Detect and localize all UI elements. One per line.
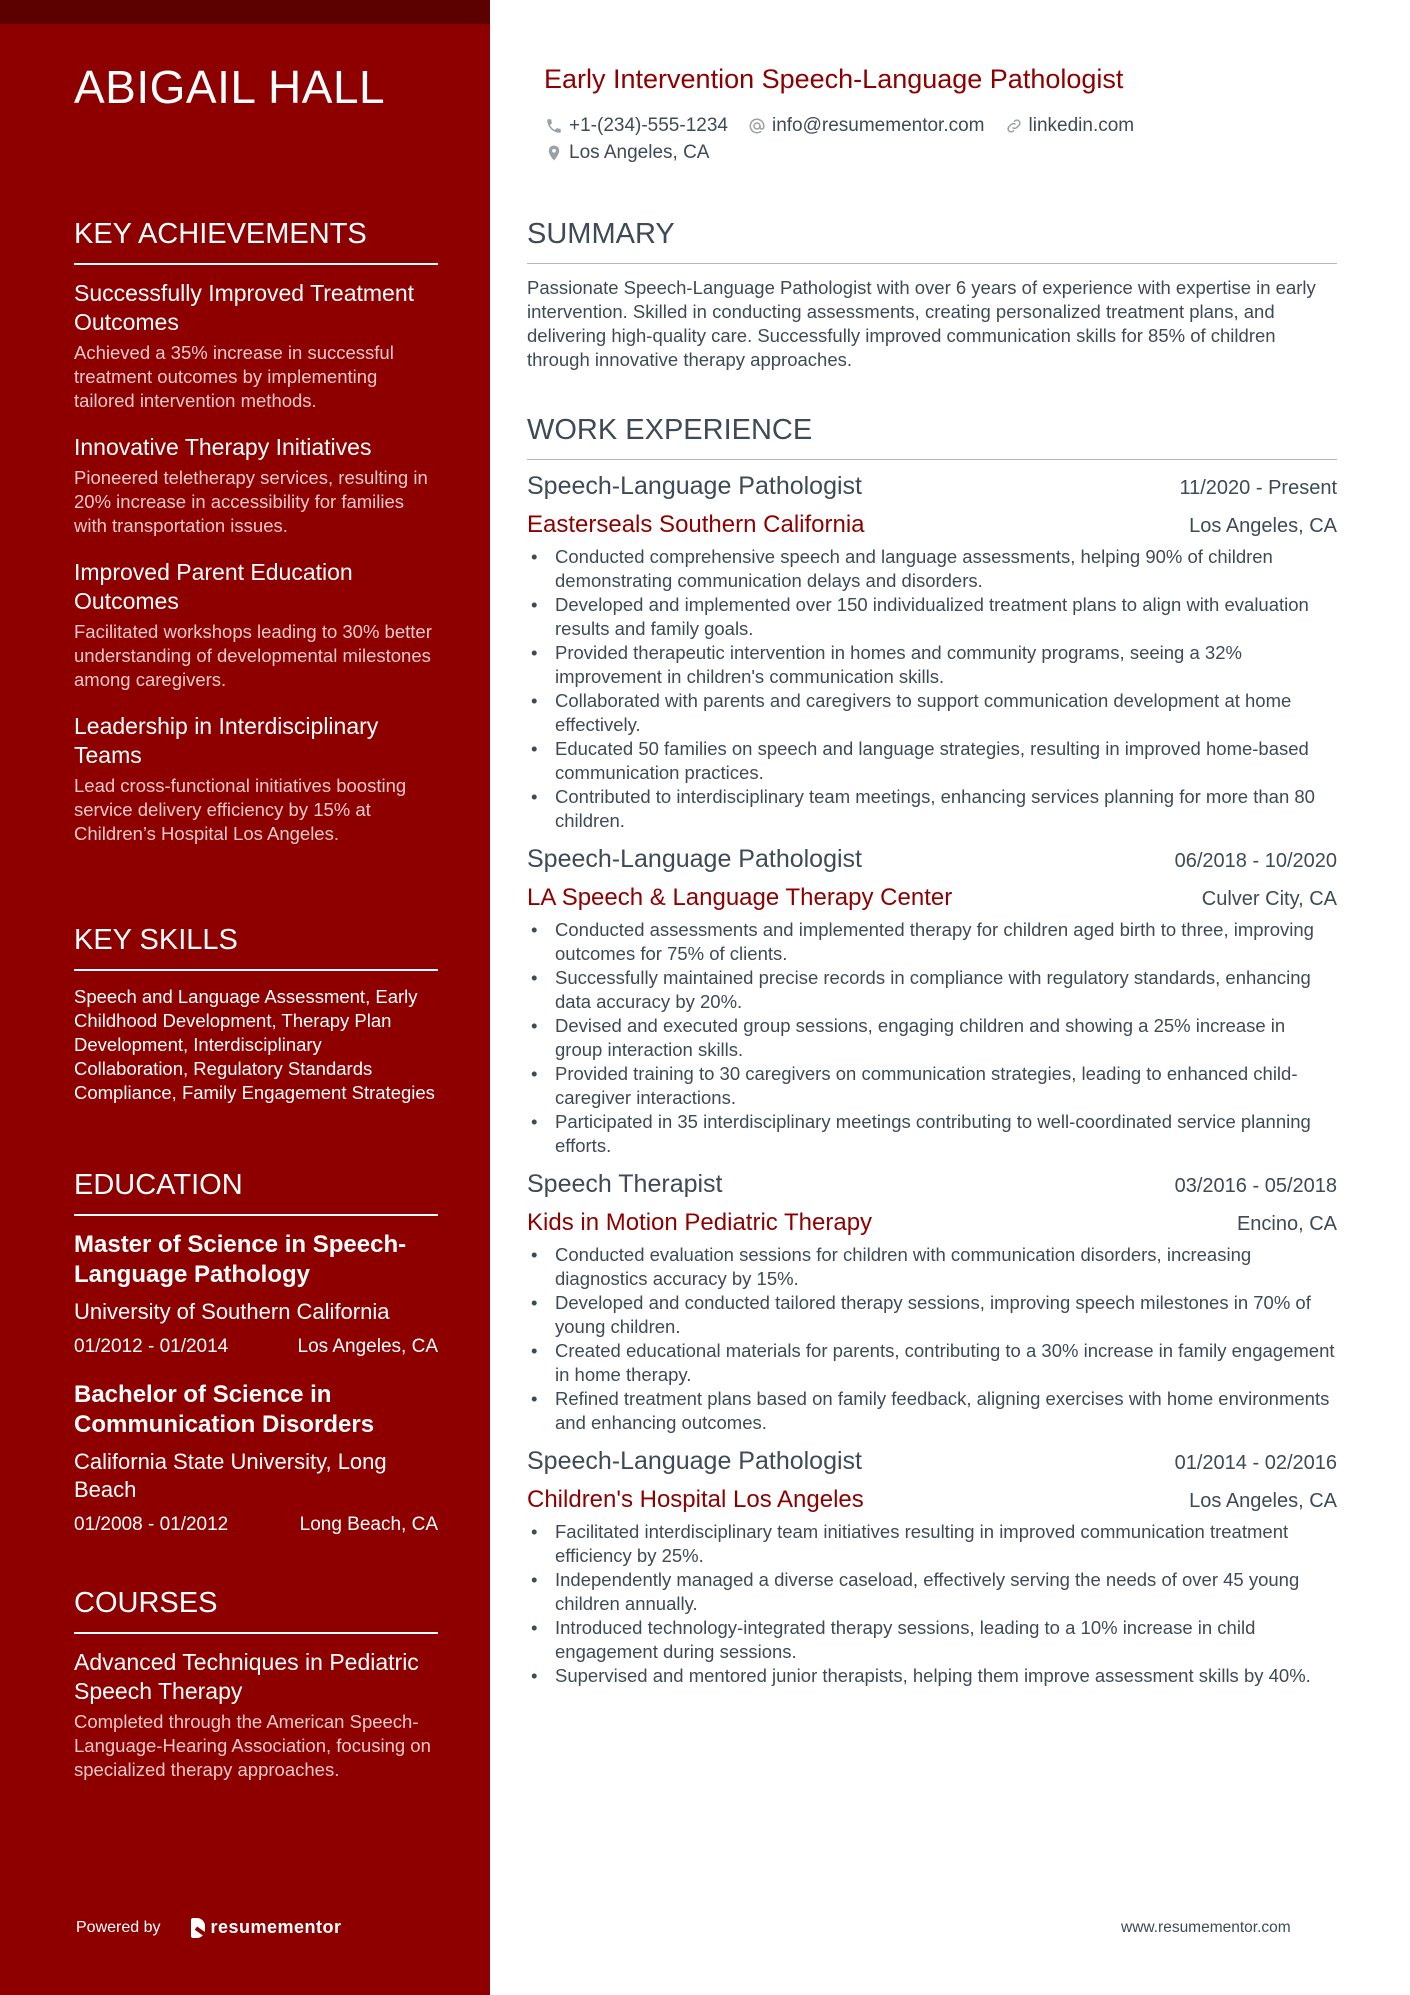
job-bullet: • Conducted evaluation sessions for children with communication disorders, increasing diagnostics accuracy by 15%.	[527, 1243, 1337, 1291]
achievement-item	[74, 712, 438, 846]
resumementor-brand: resumementor	[210, 1917, 342, 1937]
job-bullet: • Educated 50 families on speech and language strategies, resulting in improved home-based communication practices.	[527, 737, 1337, 785]
courses-title: COURSES	[74, 1587, 438, 1634]
job-dates: 03/2016 - 05/2018	[1174, 1175, 1337, 1197]
job-location: Los Angeles, CA	[1189, 1490, 1337, 1512]
at-icon	[748, 117, 766, 135]
contact-row	[545, 139, 1335, 166]
job-bullet: • Successfully maintained precise records in compliance with regulatory standards, enhancing data accuracy by 20%.	[527, 966, 1337, 1014]
achievement-item	[74, 433, 438, 538]
job-location: Encino, CA	[1236, 1213, 1337, 1235]
edu-school: California State University, Long Beach	[74, 1449, 387, 1502]
job-position: Speech-Language Pathologist	[527, 472, 862, 500]
achievement-title: Successfully Improved Treatment Outcomes	[74, 280, 415, 335]
contact-row	[545, 112, 1335, 139]
job-dates: 01/2014 - 02/2016	[1174, 1452, 1337, 1474]
job-location: Los Angeles, CA	[1189, 515, 1337, 537]
achievement-item	[74, 558, 438, 692]
education-item	[74, 1230, 438, 1358]
job-bullets	[527, 1243, 1337, 1435]
summary-title: SUMMARY	[527, 218, 1337, 264]
job-header	[527, 1447, 1337, 1476]
course-title: Advanced Techniques in Pediatric Speech Therapy	[74, 1649, 419, 1704]
achievement-title: Improved Parent Education Outcomes	[74, 559, 353, 614]
summary-text: Passionate Speech-Language Pathologist with over 6 years of experience with expertise in early intervention. Skilled in conducting assessments, creating personalized treatment plans, and delivering high-quality care. Successfully improved communication skills for 85% of children through innovative therapy approaches.	[527, 277, 1316, 370]
linkedin-text[interactable]: linkedin.com	[1028, 114, 1135, 136]
contact-info	[545, 112, 1335, 166]
contact-location	[545, 142, 709, 164]
job-bullet: • Facilitated interdisciplinary team initiatives resulting in improved communication treatment efficiency by 25%.	[527, 1520, 1337, 1568]
edu-school: University of Southern California	[74, 1299, 390, 1324]
job-subheader	[527, 511, 1337, 539]
achievement-desc: Facilitated workshops leading to 30% better understanding of developmental milestones among caregivers.	[74, 621, 432, 690]
summary-section	[527, 218, 1337, 372]
footer-url[interactable]: www.resumementor.com	[1121, 1919, 1291, 1936]
phone-icon	[545, 117, 563, 135]
job-company: Children's Hospital Los Angeles	[527, 1486, 864, 1513]
job-bullet: • Contributed to interdisciplinary team meetings, enhancing services planning for more than 80 children.	[527, 785, 1337, 833]
achievement-item	[74, 279, 438, 413]
powered-by-label: Powered by	[76, 1918, 161, 1936]
job-bullet: • Independently managed a diverse caseload, effectively serving the needs of over 45 young children annually.	[527, 1568, 1337, 1616]
job-bullet: • Conducted assessments and implemented therapy for children aged birth to three, improving outcomes for 75% of clients.	[527, 918, 1337, 966]
job-header	[527, 845, 1337, 874]
phone-text: +1-(234)-555-1234	[569, 114, 728, 136]
sidebar	[0, 0, 490, 1995]
job-position: Speech-Language Pathologist	[527, 1447, 862, 1475]
candidate-name: ABIGAIL HALL	[74, 61, 386, 113]
contact-linkedin[interactable]	[1005, 115, 1135, 137]
achievement-desc: Pioneered teletherapy services, resulting in 20% increase in accessibility for families with transportation issues.	[74, 467, 428, 536]
job-bullet: • Devised and executed group sessions, engaging children and showing a 25% increase in group interaction skills.	[527, 1014, 1337, 1062]
link-icon	[1005, 117, 1023, 135]
powered-by	[76, 1917, 342, 1938]
job-bullet: • Participated in 35 interdisciplinary meetings contributing to well-coordinated service planning efforts.	[527, 1110, 1337, 1158]
key-skills-title: KEY SKILLS	[74, 924, 438, 971]
contact-email[interactable]	[748, 115, 985, 137]
achievement-title: Leadership in Interdisciplinary Teams	[74, 713, 379, 768]
edu-meta	[74, 1336, 438, 1358]
job-bullet: • Created educational materials for parents, contributing to a 30% increase in family engagement in home therapy.	[527, 1339, 1337, 1387]
job-entry	[527, 845, 1337, 1158]
edu-location: Los Angeles, CA	[297, 1336, 438, 1357]
education-title: EDUCATION	[74, 1169, 438, 1216]
job-position: Speech Therapist	[527, 1170, 723, 1198]
sidebar-top-bar	[0, 0, 490, 24]
job-location: Culver City, CA	[1201, 888, 1337, 910]
job-subheader	[527, 1486, 1337, 1514]
job-bullet: • Introduced technology-integrated therapy sessions, leading to a 10% increase in child engagement during sessions.	[527, 1616, 1337, 1664]
achievement-desc: Lead cross-functional initiatives boosting service delivery efficiency by 15% at Children’s Hospital Los Angeles.	[74, 775, 407, 844]
job-position: Speech-Language Pathologist	[527, 845, 862, 873]
edu-location: Long Beach, CA	[299, 1514, 438, 1535]
edu-degree: Master of Science in Speech-Language Pathology	[74, 1231, 407, 1288]
work-experience-title: WORK EXPERIENCE	[527, 414, 1337, 460]
edu-dates: 01/2008 - 01/2012	[74, 1514, 229, 1535]
location-text: Los Angeles, CA	[569, 141, 710, 163]
job-company: Easterseals Southern California	[527, 511, 865, 538]
job-dates: 06/2018 - 10/2020	[1174, 850, 1337, 872]
resumementor-logo-icon	[191, 1918, 205, 1938]
job-bullet: • Provided training to 30 caregivers on communication strategies, leading to enhanced child-caregiver interactions.	[527, 1062, 1337, 1110]
edu-degree: Bachelor of Science in Communication Disorders	[74, 1381, 375, 1438]
work-experience-section	[527, 414, 1337, 1700]
job-entry	[527, 472, 1337, 833]
resumementor-logo	[191, 1917, 342, 1938]
contact-phone	[545, 115, 728, 137]
job-header	[527, 1170, 1337, 1199]
job-company: Kids in Motion Pediatric Therapy	[527, 1209, 873, 1236]
job-bullet: • Developed and implemented over 150 individualized treatment plans to align with evaluation results and family goals.	[527, 593, 1337, 641]
job-bullet: • Refined treatment plans based on family feedback, aligning exercises with home environments and enhancing outcomes.	[527, 1387, 1337, 1435]
headline: Early Intervention Speech-Language Pathologist	[544, 64, 1124, 94]
job-bullets	[527, 545, 1337, 833]
location-pin-icon	[545, 144, 563, 162]
education-section	[74, 1169, 438, 1556]
job-bullet: • Conducted comprehensive speech and language assessments, helping 90% of children demonstrating communication delays and disorders.	[527, 545, 1337, 593]
job-bullets	[527, 918, 1337, 1158]
job-entry	[527, 1447, 1337, 1688]
key-skills-list: Speech and Language Assessment, Early Childhood Development, Therapy Plan Development, Interdisciplinary Collaboration, Regulatory Standards Compliance, Family Engagement Strategies	[74, 986, 435, 1103]
key-achievements-title: KEY ACHIEVEMENTS	[74, 218, 438, 265]
job-bullet: • Supervised and mentored junior therapists, helping them improve assessment skills by 40%.	[527, 1664, 1337, 1688]
achievement-title: Innovative Therapy Initiatives	[74, 434, 372, 460]
job-bullet: • Developed and conducted tailored therapy sessions, improving speech milestones in 70% of young children.	[527, 1291, 1337, 1339]
course-item	[74, 1648, 438, 1782]
job-bullet: • Collaborated with parents and caregivers to support communication development at home effectively.	[527, 689, 1337, 737]
edu-meta	[74, 1514, 438, 1536]
key-achievements-section	[74, 218, 438, 866]
job-bullet: • Provided therapeutic intervention in homes and community programs, seeing a 32% improvement in children's communication skills.	[527, 641, 1337, 689]
job-subheader	[527, 884, 1337, 912]
edu-dates: 01/2012 - 01/2014	[74, 1336, 229, 1357]
job-entry	[527, 1170, 1337, 1435]
job-subheader	[527, 1209, 1337, 1237]
email-text[interactable]: info@resumementor.com	[771, 114, 985, 136]
achievement-desc: Achieved a 35% increase in successful treatment outcomes by implementing tailored intervention methods.	[74, 342, 394, 411]
courses-section	[74, 1587, 438, 1802]
job-bullets	[527, 1520, 1337, 1688]
job-company: LA Speech & Language Therapy Center	[527, 884, 953, 911]
course-desc: Completed through the American Speech-Language-Hearing Association, focusing on specialized therapy approaches.	[74, 1711, 431, 1780]
education-item	[74, 1380, 438, 1536]
job-header	[527, 472, 1337, 501]
job-dates: 11/2020 - Present	[1179, 477, 1337, 499]
key-skills-section	[74, 924, 438, 1105]
